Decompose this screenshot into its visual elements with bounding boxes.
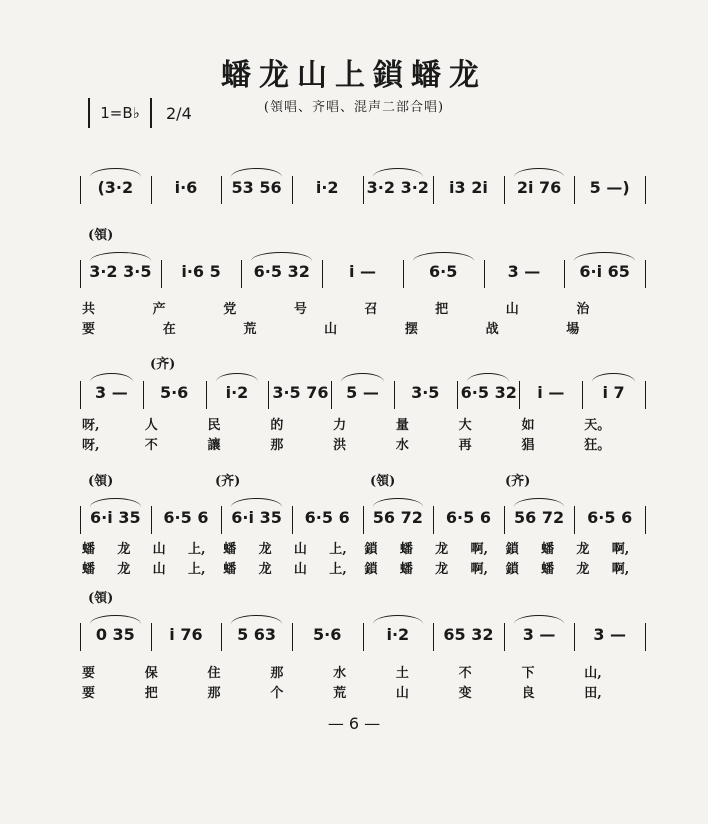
lyric-char: 場 bbox=[566, 322, 580, 337]
lyric-char: 蟠 bbox=[223, 542, 237, 557]
part-tag: (領) bbox=[88, 591, 114, 606]
barline bbox=[292, 176, 293, 204]
notation-row bbox=[80, 625, 645, 649]
lyric-char: 龙 bbox=[117, 562, 131, 577]
measure: 6·i 35 bbox=[231, 508, 282, 527]
lyric-char: 啊, bbox=[611, 542, 630, 557]
lyric-char: 保 bbox=[144, 666, 158, 681]
barline bbox=[403, 260, 404, 288]
notation-row bbox=[80, 383, 645, 407]
lyric-char: 山, bbox=[584, 666, 602, 681]
slur bbox=[231, 498, 282, 507]
measure: i·2 bbox=[315, 178, 339, 197]
lyric-char: 山 bbox=[152, 542, 166, 557]
lyric-char: 个 bbox=[270, 686, 284, 701]
barline bbox=[457, 381, 458, 409]
barline bbox=[292, 623, 293, 651]
lyric-char: 不 bbox=[144, 438, 158, 453]
measure: 5 63 bbox=[237, 625, 277, 644]
lyric-char: 那 bbox=[270, 666, 284, 681]
measure: 6·5 32 bbox=[460, 383, 517, 402]
lyric-line bbox=[80, 298, 645, 316]
page-number: — 6 — bbox=[327, 714, 381, 733]
slur bbox=[373, 615, 424, 624]
lyric-char: 要 bbox=[82, 666, 96, 681]
lyric-char: 的 bbox=[270, 418, 284, 433]
lyric-char: 力 bbox=[333, 418, 347, 433]
lyric-char: 共 bbox=[82, 302, 96, 317]
measure: 3·5 76 bbox=[272, 383, 329, 402]
slur bbox=[90, 168, 141, 177]
lyric-line bbox=[80, 558, 645, 576]
measure: 3 — bbox=[522, 625, 556, 644]
measure: i·6 5 bbox=[181, 262, 221, 281]
slur bbox=[90, 498, 141, 507]
lyric-char: 那 bbox=[270, 438, 284, 453]
barline bbox=[221, 176, 222, 204]
measure: 56 72 bbox=[514, 508, 565, 527]
measure: 3 — bbox=[507, 262, 541, 281]
barline bbox=[433, 176, 434, 204]
barline bbox=[504, 506, 505, 534]
barline bbox=[645, 381, 646, 409]
lyric-char: 上, bbox=[329, 562, 347, 577]
slur bbox=[467, 373, 510, 382]
barline bbox=[80, 176, 81, 204]
measure: 3·5 bbox=[411, 383, 440, 402]
notation-row bbox=[80, 178, 645, 202]
lyric-char: 蟠 bbox=[541, 542, 555, 557]
lyric-char: 龙 bbox=[117, 542, 131, 557]
barline bbox=[433, 623, 434, 651]
measure: 6·5 32 bbox=[253, 262, 310, 281]
barline bbox=[268, 381, 269, 409]
barline bbox=[574, 176, 575, 204]
measure: 65 32 bbox=[443, 625, 494, 644]
lyric-char: 鎖 bbox=[505, 542, 519, 557]
slur bbox=[341, 373, 384, 382]
measure: 3 — bbox=[95, 383, 128, 402]
barline bbox=[504, 176, 505, 204]
lyric-char: 蟠 bbox=[82, 562, 96, 577]
measure: i3 2i bbox=[449, 178, 488, 197]
lyric-char: 水 bbox=[333, 666, 347, 681]
measure: i·2 bbox=[225, 383, 249, 402]
lyric-char: 要 bbox=[82, 322, 96, 337]
slur bbox=[514, 498, 565, 507]
barline bbox=[574, 623, 575, 651]
measure: i·2 bbox=[386, 625, 410, 644]
measure: 56 72 bbox=[372, 508, 423, 527]
lyric-char: 山 bbox=[505, 302, 519, 317]
barline bbox=[151, 623, 152, 651]
lyric-char: 讓 bbox=[207, 438, 221, 453]
measure: 0 35 bbox=[95, 625, 135, 644]
barline bbox=[80, 623, 81, 651]
key-signature: 1=B♭ bbox=[88, 98, 152, 128]
barline bbox=[80, 260, 81, 288]
measure: 53 56 bbox=[231, 178, 282, 197]
barline bbox=[645, 260, 646, 288]
lyric-char: 号 bbox=[293, 302, 307, 317]
slur bbox=[216, 373, 259, 382]
part-tag: (齐) bbox=[505, 474, 531, 489]
lyric-char: 如 bbox=[521, 418, 535, 433]
slur bbox=[574, 252, 635, 261]
lyric-line bbox=[80, 414, 645, 432]
lyric-char: 荒 bbox=[243, 322, 257, 337]
lyric-line bbox=[80, 682, 645, 700]
lyric-char: 召 bbox=[364, 302, 378, 317]
lyric-char: 住 bbox=[207, 666, 221, 681]
barline bbox=[645, 506, 646, 534]
barline bbox=[80, 506, 81, 534]
barline bbox=[645, 176, 646, 204]
slur bbox=[514, 615, 565, 624]
barline bbox=[363, 506, 364, 534]
measure: 6·5 6 bbox=[163, 508, 209, 527]
barline bbox=[519, 381, 520, 409]
lyric-char: 水 bbox=[395, 438, 409, 453]
measure: 6·5 bbox=[429, 262, 458, 281]
lyric-char: 龙 bbox=[576, 542, 590, 557]
lyric-char: 要 bbox=[82, 686, 96, 701]
lyric-char: 党 bbox=[223, 302, 237, 317]
lyric-char: 呀, bbox=[82, 438, 100, 453]
measure: (3·2 bbox=[97, 178, 134, 197]
lyric-char: 呀, bbox=[82, 418, 100, 433]
barline bbox=[564, 260, 565, 288]
lyric-char: 龙 bbox=[435, 562, 449, 577]
barline bbox=[206, 381, 207, 409]
measure: 6·i 65 bbox=[579, 262, 630, 281]
lyric-line bbox=[80, 662, 645, 680]
lyric-char: 变 bbox=[458, 686, 472, 701]
barline bbox=[221, 506, 222, 534]
lyric-char: 啊, bbox=[611, 562, 630, 577]
slur bbox=[251, 252, 312, 261]
lyric-char: 山 bbox=[152, 562, 166, 577]
barline bbox=[645, 623, 646, 651]
measure: i·6 bbox=[174, 178, 198, 197]
barline bbox=[80, 381, 81, 409]
lyric-char: 在 bbox=[162, 322, 176, 337]
lyric-char: 龙 bbox=[258, 542, 272, 557]
lyric-char: 大 bbox=[458, 418, 472, 433]
slur bbox=[373, 168, 424, 177]
measure: i — bbox=[537, 383, 565, 402]
slur bbox=[592, 373, 635, 382]
barline bbox=[221, 623, 222, 651]
lyric-char: 山 bbox=[395, 686, 409, 701]
slur bbox=[373, 498, 424, 507]
measure: 6·5 6 bbox=[445, 508, 491, 527]
measure: 6·i 35 bbox=[90, 508, 141, 527]
lyric-char: 洪 bbox=[333, 438, 347, 453]
lyric-char: 良 bbox=[521, 686, 535, 701]
slur bbox=[231, 615, 282, 624]
barline bbox=[151, 176, 152, 204]
lyric-char: 下 bbox=[521, 666, 535, 681]
lyric-char: 龙 bbox=[435, 542, 449, 557]
lyric-char: 山 bbox=[293, 542, 307, 557]
lyric-char: 蟠 bbox=[399, 562, 413, 577]
lyric-char: 上, bbox=[187, 562, 206, 577]
song-title: 蟠龙山上鎖蟠龙 bbox=[221, 58, 487, 93]
lyric-char: 再 bbox=[458, 438, 472, 453]
measure: 5·6 bbox=[159, 383, 189, 402]
slur bbox=[231, 168, 282, 177]
song-subtitle: (領唱、齐唱、混声二部合唱) bbox=[263, 100, 445, 115]
lyric-char: 治 bbox=[576, 302, 590, 317]
lyric-char: 上, bbox=[187, 542, 206, 557]
barline bbox=[151, 506, 152, 534]
measure: i 7 bbox=[602, 383, 625, 402]
measure: 3 — bbox=[593, 625, 627, 644]
barline bbox=[143, 381, 144, 409]
part-tag: (領) bbox=[88, 474, 114, 489]
measure: 3·2 3·2 bbox=[366, 178, 429, 197]
measure: i 76 bbox=[169, 625, 203, 644]
barline bbox=[241, 260, 242, 288]
lyric-char: 土 bbox=[395, 666, 409, 681]
measure: 6·5 6 bbox=[304, 508, 350, 527]
lyric-char: 啊, bbox=[470, 542, 488, 557]
measure: 5 —) bbox=[589, 178, 630, 197]
lyric-char: 不 bbox=[458, 666, 472, 681]
lyric-char: 龙 bbox=[576, 562, 590, 577]
part-tag: (齐) bbox=[150, 357, 176, 372]
lyric-char: 把 bbox=[144, 686, 158, 701]
barline bbox=[394, 381, 395, 409]
lyric-line bbox=[80, 318, 645, 336]
lyric-char: 上, bbox=[329, 542, 347, 557]
barline bbox=[582, 381, 583, 409]
measure: 6·5 6 bbox=[587, 508, 633, 527]
lyric-char: 鎖 bbox=[505, 562, 519, 577]
barline bbox=[433, 506, 434, 534]
lyric-line bbox=[80, 434, 645, 452]
lyric-char: 龙 bbox=[258, 562, 272, 577]
lyric-char: 产 bbox=[152, 302, 166, 317]
lyric-char: 蟠 bbox=[223, 562, 237, 577]
barline bbox=[322, 260, 323, 288]
notation-row bbox=[80, 508, 645, 532]
measure: 5·6 bbox=[313, 625, 342, 644]
barline bbox=[363, 623, 364, 651]
lyric-char: 山 bbox=[324, 322, 338, 337]
lyric-char: 人 bbox=[144, 418, 158, 433]
barline bbox=[504, 623, 505, 651]
measure: i — bbox=[348, 262, 377, 281]
measure: 2i 76 bbox=[516, 178, 562, 197]
lyric-line bbox=[80, 538, 645, 556]
part-tag: (領) bbox=[370, 474, 396, 489]
lyric-char: 量 bbox=[395, 418, 409, 433]
barline bbox=[331, 381, 332, 409]
lyric-char: 把 bbox=[435, 302, 449, 317]
lyric-char: 蟠 bbox=[82, 542, 96, 557]
lyric-char: 天。 bbox=[584, 418, 611, 433]
lyric-char: 鎖 bbox=[364, 542, 378, 557]
time-signature: 2/4 bbox=[166, 104, 192, 123]
lyric-char: 那 bbox=[207, 686, 221, 701]
lyric-char: 山 bbox=[293, 562, 307, 577]
barline bbox=[363, 176, 364, 204]
lyric-char: 鎖 bbox=[364, 562, 378, 577]
notation-row bbox=[80, 262, 645, 286]
barline bbox=[574, 506, 575, 534]
lyric-char: 猖 bbox=[521, 438, 535, 453]
measure: 3·2 3·5 bbox=[89, 262, 152, 281]
slur bbox=[413, 252, 474, 261]
slur bbox=[90, 252, 151, 261]
lyric-char: 蟠 bbox=[399, 542, 413, 557]
lyric-char: 狂。 bbox=[584, 438, 611, 453]
part-tag: (齐) bbox=[215, 474, 241, 489]
barline bbox=[484, 260, 485, 288]
lyric-char: 田, bbox=[584, 686, 602, 701]
lyric-char: 啊, bbox=[470, 562, 488, 577]
lyric-char: 蟠 bbox=[541, 562, 555, 577]
lyric-char: 摆 bbox=[404, 322, 418, 337]
slur bbox=[514, 168, 565, 177]
slur bbox=[90, 615, 141, 624]
barline bbox=[161, 260, 162, 288]
part-tag: (領) bbox=[88, 228, 114, 243]
barline bbox=[292, 506, 293, 534]
slur bbox=[90, 373, 133, 382]
lyric-char: 荒 bbox=[333, 686, 347, 701]
lyric-char: 民 bbox=[207, 418, 221, 433]
lyric-char: 战 bbox=[485, 322, 499, 337]
measure: 5 — bbox=[346, 383, 379, 402]
